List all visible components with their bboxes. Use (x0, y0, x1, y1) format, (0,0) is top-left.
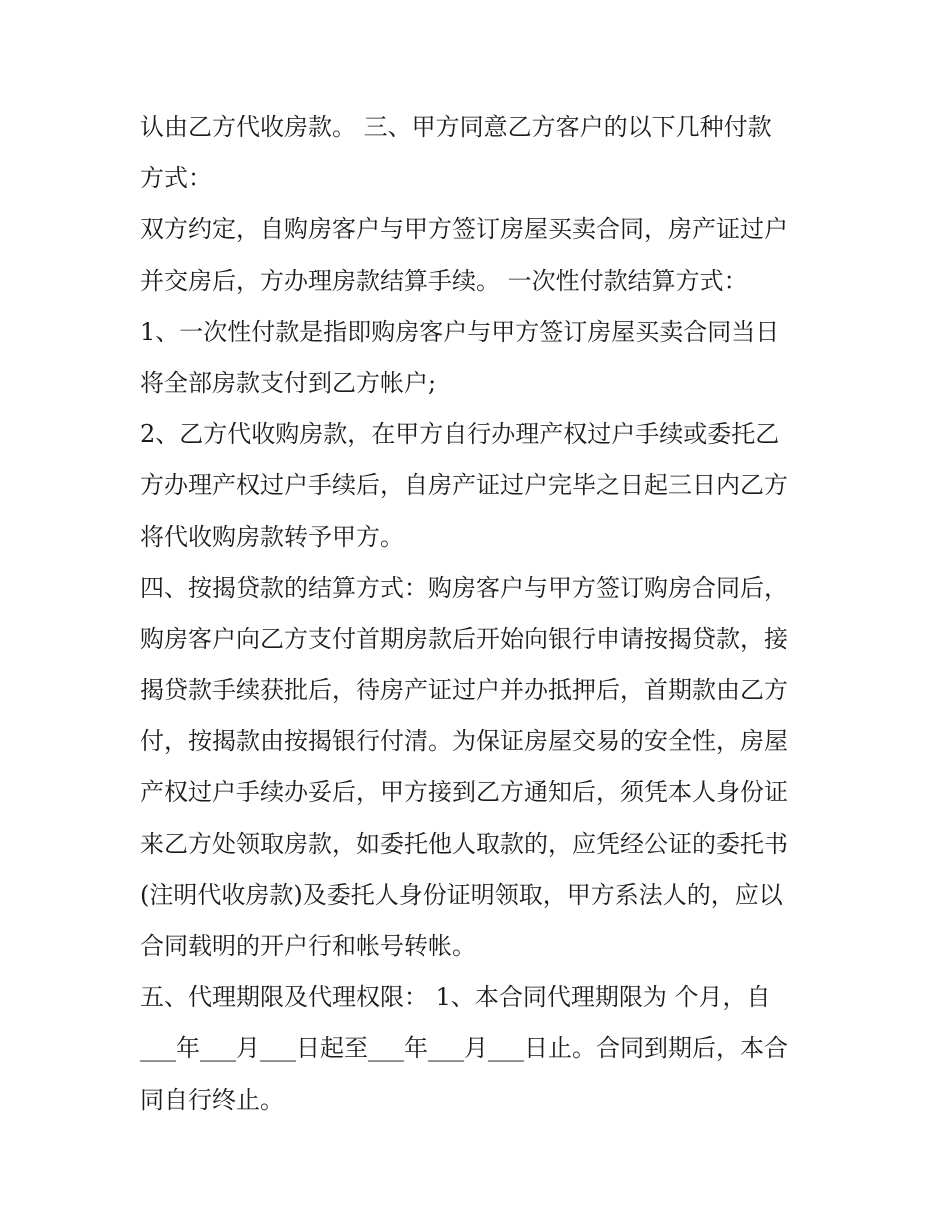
text-line: 同自行终止。 (140, 1085, 284, 1114)
text-line: 五、代理期限及代理权限： 1、本合同代理期限为 个月，自 (140, 983, 771, 1012)
text-line: 方办理产权过户手续后，自房产证过户完毕之日起三日内乙方 (140, 471, 788, 500)
text-line: 将全部房款支付到乙方帐户; (140, 368, 437, 397)
text-line: 合同载明的开户行和帐号转帐。 (140, 932, 476, 960)
text-line: 来乙方处领取房款，如委托他人取款的，应凭经公证的委托书 (140, 829, 788, 858)
text-line: 四、按揭贷款的结算方式：购房客户与甲方签订购房合同后， (140, 573, 788, 602)
text-line: 将代收购房款转予甲方。 (140, 522, 404, 551)
text-line: 1、一次性付款是指即购房客户与甲方签订房屋买卖合同当日 (140, 317, 780, 346)
text-line: 购房客户向乙方支付首期房款后开始向银行申请按揭贷款，接 (140, 624, 788, 653)
text-line: ___年___月___日起至___年___月___日止。合同到期后，本合 (140, 1034, 788, 1063)
text-line: 认由乙方代收房款。 三、甲方同意乙方客户的以下几种付款 (140, 113, 772, 141)
text-line: 2、乙方代收购房款，在甲方自行办理产权过户手续或委托乙 (140, 420, 780, 449)
text-line: (注明代收房款)及委托人身份证明领取，甲方系法人的，应以 (140, 880, 783, 909)
text-line: 双方约定，自购房客户与甲方签订房屋买卖合同，房产证过户 (140, 215, 788, 244)
text-line: 产权过户手续办妥后，甲方接到乙方通知后，须凭本人身份证 (140, 778, 788, 807)
text-line: 方式： (140, 164, 212, 193)
text-line: 揭贷款手续获批后，待房产证过户并办抵押后，首期款由乙方 (140, 676, 788, 705)
text-line: 付，按揭款由按揭银行付清。为保证房屋交易的安全性，房屋 (140, 727, 788, 756)
document-body (140, 102, 820, 1126)
text-line: 并交房后，方办理房款结算手续。 一次性付款结算方式： (140, 266, 748, 295)
